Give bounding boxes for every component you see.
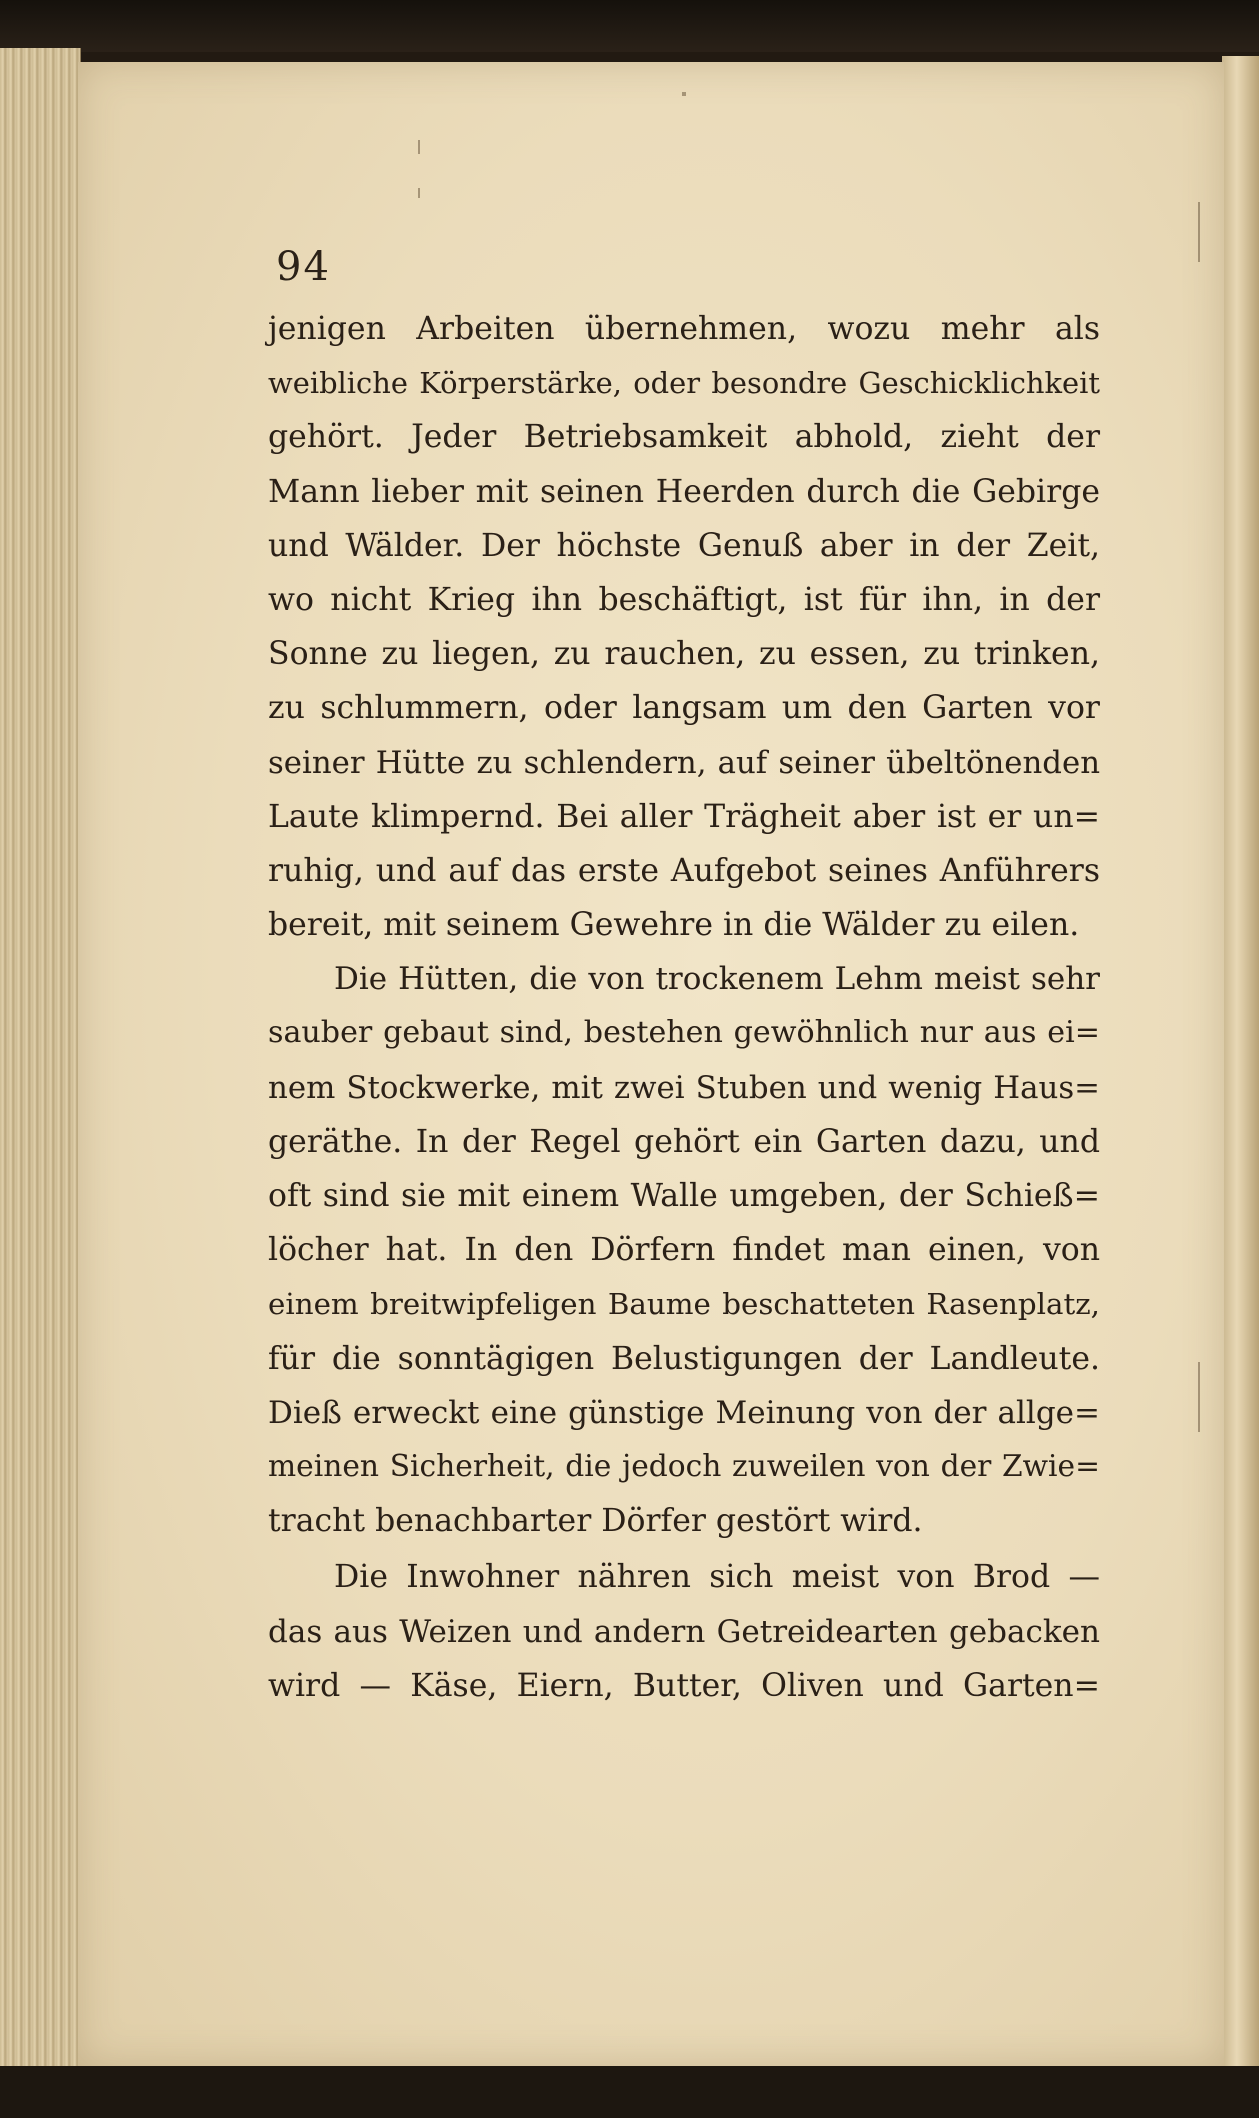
text-line: wird — Käse, Eiern, Butter, Oliven und Garten= bbox=[268, 1667, 1100, 1704]
paper-speck bbox=[418, 140, 420, 154]
text-line: das aus Weizen und andern Getreidearten gebacken bbox=[268, 1613, 1100, 1650]
text-line: löcher hat. In den Dörfern findet man einen, von bbox=[268, 1232, 1100, 1269]
text-line: Die Inwohner nähren sich meist von Brod — bbox=[334, 1559, 1100, 1596]
text-line: nem Stockwerke, mit zwei Stuben und wenig Haus= bbox=[268, 1069, 1100, 1106]
page-number: 94 bbox=[276, 244, 331, 290]
book-gutter bbox=[1222, 56, 1259, 2076]
text-line: für die sonntägigen Belustigungen der Landleute. bbox=[268, 1340, 1100, 1377]
text-line: Die Hütten, die von trockenem Lehm meist sehr bbox=[334, 961, 1100, 998]
text-line: geräthe. In der Regel gehört ein Garten dazu, und bbox=[268, 1123, 1100, 1160]
text-line: ruhig, und auf das erste Aufgebot seines Anführers bbox=[268, 852, 1100, 889]
text-line: oft sind sie mit einem Walle umgeben, der Schieß= bbox=[268, 1178, 1100, 1214]
paper-speck bbox=[682, 92, 686, 96]
text-line: Sonne zu liegen, zu rauchen, zu essen, zu trinken, bbox=[268, 636, 1100, 673]
text-line: wo nicht Krieg ihn beschäftigt, ist für ihn, in der bbox=[268, 581, 1100, 618]
text-line: gehört. Jeder Betriebsamkeit abhold, zieht der bbox=[268, 419, 1100, 456]
text-line: und Wälder. Der höchste Genuß aber in der Zeit, bbox=[268, 527, 1100, 564]
book-cover-bottom-edge bbox=[0, 2066, 1259, 2118]
text-line: bereit, mit seinem Gewehre in die Wälder zu eilen. bbox=[268, 907, 1080, 944]
paper-speck bbox=[1198, 202, 1200, 262]
text-line: einem breitwipfeligen Baume beschatteten Rasenplatz, bbox=[268, 1287, 1100, 1322]
book-cover-top-edge bbox=[0, 0, 1259, 52]
page-stack-edges bbox=[0, 48, 81, 2076]
text-line: jenigen Arbeiten übernehmen, wozu mehr als bbox=[268, 311, 1100, 347]
text-line: Mann lieber mit seinen Heerden durch die Gebirge bbox=[268, 473, 1100, 510]
text-line: seiner Hütte zu schlendern, auf seiner übeltönenden bbox=[268, 744, 1100, 781]
text-line: weibliche Körperstärke, oder besondre Geschicklichkeit bbox=[268, 366, 1100, 401]
text-line: Laute klimpernd. Bei aller Trägheit aber ist er un= bbox=[268, 798, 1100, 835]
body-text bbox=[268, 302, 1100, 1713]
text-line: meinen Sicherheit, die jedoch zuweilen von der Zwie= bbox=[268, 1448, 1100, 1484]
text-line: Dieß erweckt eine günstige Meinung von der allge= bbox=[268, 1394, 1100, 1431]
paper-speck bbox=[1198, 1362, 1200, 1432]
text-line: sauber gebaut sind, bestehen gewöhnlich nur aus ei= bbox=[268, 1015, 1100, 1051]
paper-speck bbox=[418, 188, 420, 198]
text-line: tracht benachbarter Dörfer gestört wird. bbox=[268, 1503, 923, 1540]
text-line: zu schlummern, oder langsam um den Garten vor bbox=[268, 690, 1100, 727]
